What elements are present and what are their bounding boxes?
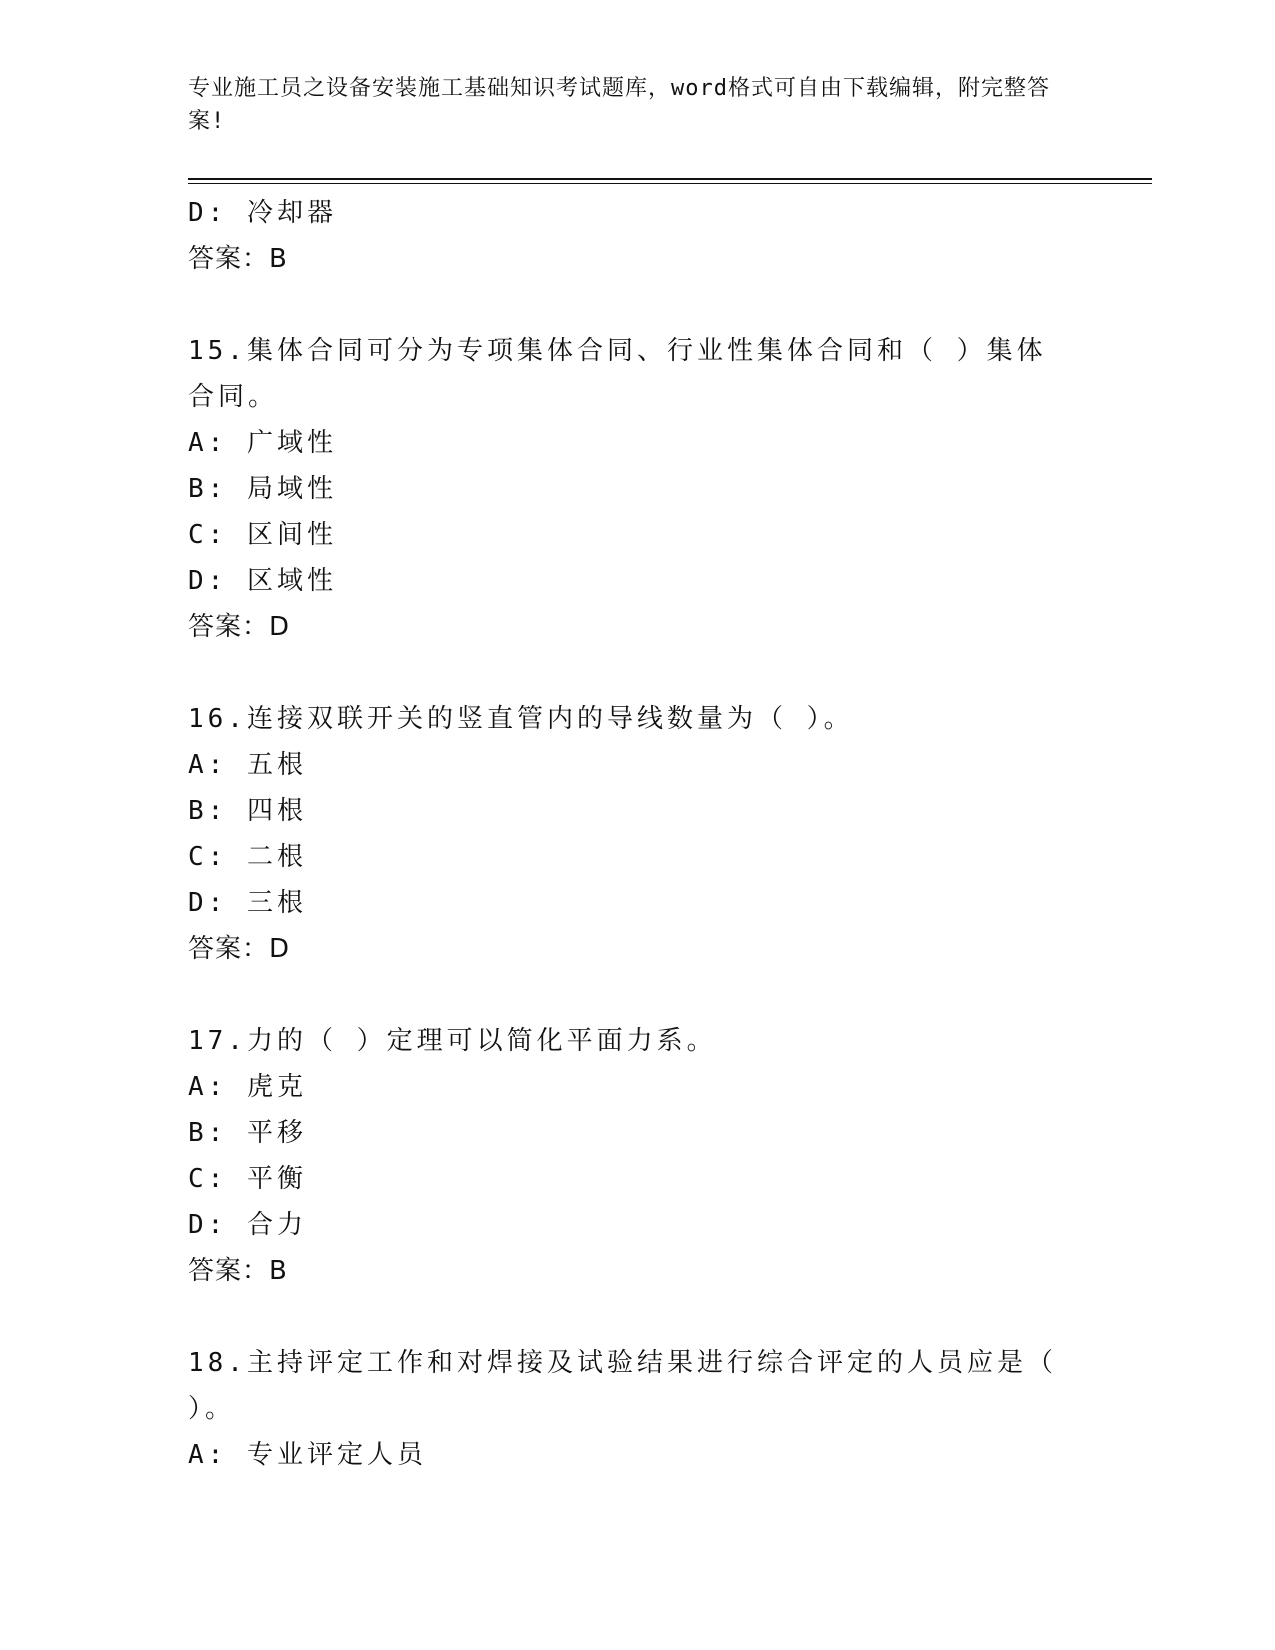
- option-b: B: 平移: [188, 1118, 307, 1148]
- question-18: 18.主持评定工作和对焊接及试验结果进行综合评定的人员应是（ ）。: [188, 1348, 1057, 1424]
- option-a: A: 虎克: [188, 1072, 307, 1102]
- header-divider: [188, 178, 1152, 180]
- answer-label: 答案：B: [188, 1256, 288, 1286]
- question-17: 17.力的（ ）定理可以简化平面力系。: [188, 1026, 717, 1056]
- option-b: B: 局域性: [188, 474, 337, 504]
- option-c: C: 二根: [188, 842, 307, 872]
- option-d: D: 冷却器: [188, 198, 337, 228]
- header-divider-thin: [188, 183, 1152, 184]
- option-c: C: 区间性: [188, 520, 337, 550]
- answer-label: 答案：B: [188, 244, 288, 274]
- question-15: 15.集体合同可分为专项集体合同、行业性集体合同和（ ）集体合同。: [188, 336, 1047, 412]
- option-d: D: 区域性: [188, 566, 337, 596]
- document-header: 专业施工员之设备安装施工基础知识考试题库，word格式可自由下载编辑，附完整答案!: [188, 76, 1050, 134]
- answer-label: 答案：D: [188, 612, 291, 642]
- option-b: B: 四根: [188, 796, 307, 826]
- question-list: [188, 190, 1088, 1478]
- question-16: 16.连接双联开关的竖直管内的导线数量为（ ）。: [188, 704, 854, 734]
- option-a: A: 广域性: [188, 428, 337, 458]
- option-a: A: 五根: [188, 750, 307, 780]
- option-d: D: 三根: [188, 888, 307, 918]
- option-a: A: 专业评定人员: [188, 1440, 427, 1470]
- option-c: C: 平衡: [188, 1164, 307, 1194]
- answer-label: 答案：D: [188, 934, 291, 964]
- option-d: D: 合力: [188, 1210, 307, 1240]
